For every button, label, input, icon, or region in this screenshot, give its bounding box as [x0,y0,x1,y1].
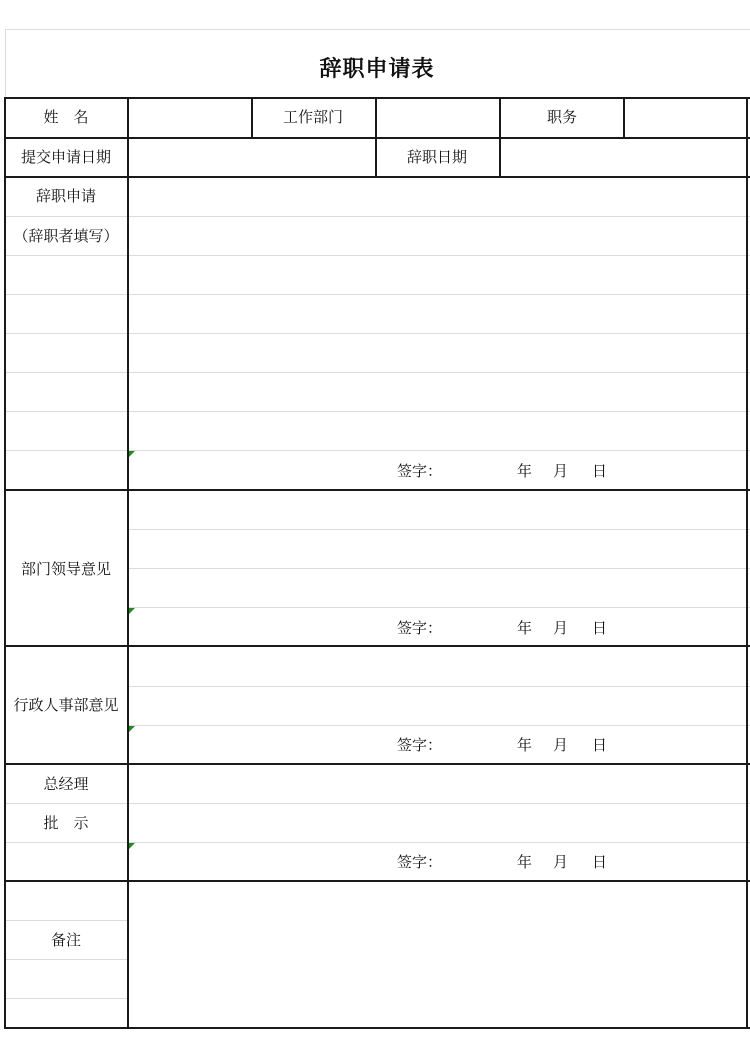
name-input-cell[interactable] [130,100,250,136]
form-title: 辞职申请表 [319,57,435,82]
grid-line [128,607,750,608]
signature-label: 签字： [397,619,443,637]
section-line [5,137,750,139]
grid-line [128,725,750,726]
month-label: 月 [553,736,569,754]
day-label: 日 [592,619,608,637]
column-line [746,97,748,1029]
section-line [5,880,750,882]
section-line [5,645,750,647]
application-text-area[interactable] [130,179,745,449]
signature-label: 签字： [397,853,443,871]
year-label: 年 [517,619,533,637]
department-input-cell[interactable] [378,100,498,136]
day-label: 日 [592,853,608,871]
submit-date-input-cell[interactable] [130,140,374,175]
signature-label: 签字： [397,736,443,754]
month-label: 月 [553,462,569,480]
column-line [251,97,253,138]
year-label: 年 [517,853,533,871]
gm-label: 总经理 [43,775,89,793]
column-line [623,97,625,138]
grid-line [5,998,128,999]
resign-date-label: 辞职日期 [406,148,468,166]
year-label: 年 [517,736,533,754]
application-label: 辞职申请 [35,187,97,205]
notes-area[interactable] [130,883,745,1026]
section-line [5,763,750,765]
application-sublabel: （辞职者填写） [13,227,119,245]
cell-comment-marker [129,451,135,457]
name-label: 姓 名 [43,108,89,126]
gm-approval-area[interactable] [130,766,745,841]
column-line [499,97,501,177]
column-line [4,97,6,1029]
cell-comment-marker [129,726,135,732]
notes-label: 备注 [50,931,82,949]
month-label: 月 [553,619,569,637]
dept-leader-opinion-area[interactable] [130,492,745,606]
section-line [5,176,750,178]
cell-comment-marker [129,843,135,849]
section-line [5,489,750,491]
dept-leader-label: 部门领导意见 [20,560,112,578]
year-label: 年 [517,462,533,480]
section-line [5,1027,750,1029]
position-input-cell[interactable] [626,100,745,136]
section-line [5,97,750,99]
column-line [127,97,129,1029]
grid-line [5,450,750,451]
grid-line [5,920,128,921]
day-label: 日 [592,736,608,754]
grid-line [5,842,750,843]
hr-opinion-area[interactable] [130,648,745,724]
sheet-top-border [5,29,750,30]
gm-sublabel: 批 示 [43,814,89,832]
submit-date-label: 提交申请日期 [20,148,112,166]
position-label: 职务 [546,108,578,126]
signature-label: 签字： [397,462,443,480]
department-label: 工作部门 [282,108,344,126]
hr-label: 行政人事部意见 [13,696,119,714]
cell-comment-marker [129,608,135,614]
resign-date-input-cell[interactable] [502,140,745,175]
month-label: 月 [553,853,569,871]
grid-line [5,959,128,960]
day-label: 日 [592,462,608,480]
column-line [375,97,377,177]
